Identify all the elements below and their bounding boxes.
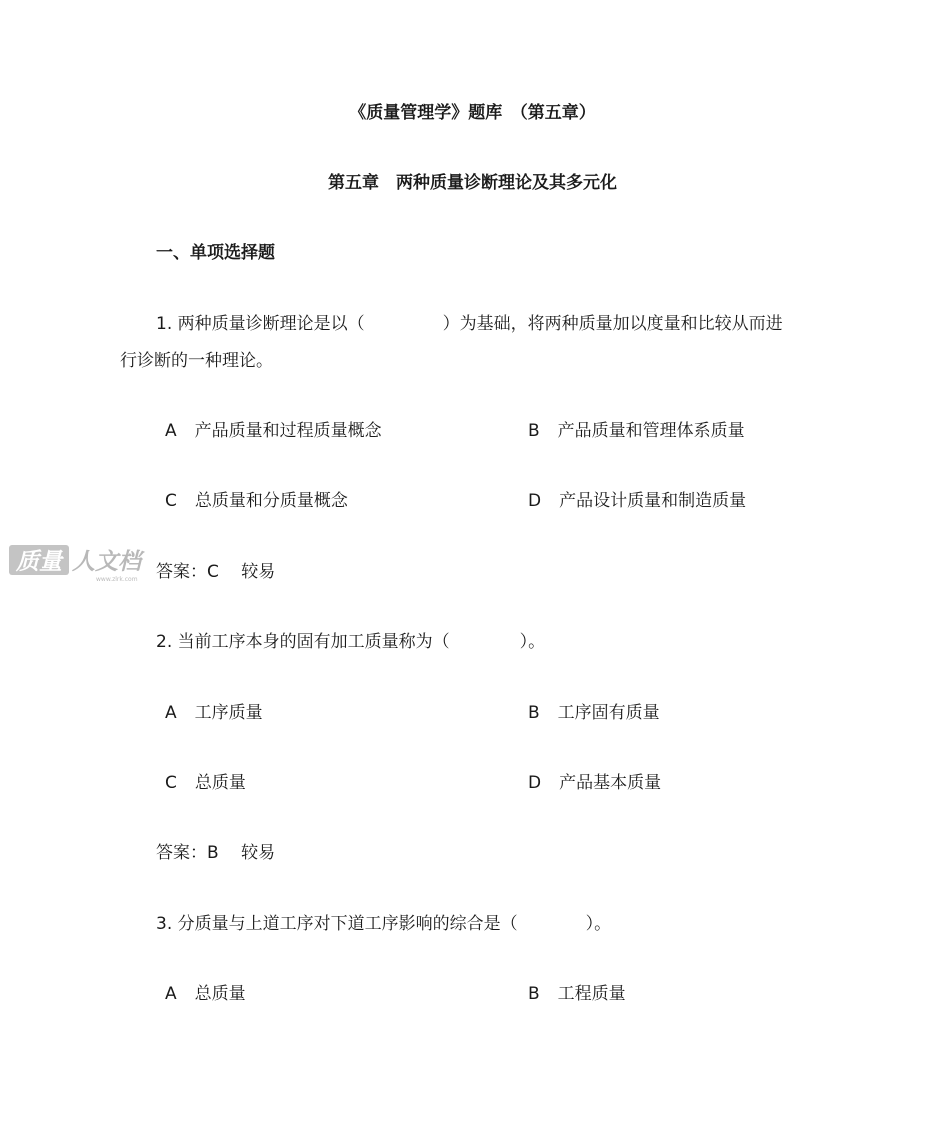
option-text: 产品设计质量和制造质量 bbox=[559, 491, 747, 511]
question-2-option-c bbox=[165, 772, 246, 794]
option-text: 总质量 bbox=[194, 984, 246, 1004]
question-1-text-start: 1. 两种质量诊断理论是以（ bbox=[156, 314, 365, 334]
question-1-option-a bbox=[165, 420, 382, 442]
option-letter: A bbox=[165, 421, 177, 441]
watermark-logo bbox=[8, 543, 148, 583]
question-1-text-end: ）为基础，将两种质量加以度量和比较从而进 bbox=[442, 314, 783, 334]
option-text: 工序固有质量 bbox=[557, 703, 660, 723]
question-1-option-b bbox=[528, 420, 745, 442]
option-letter: B bbox=[528, 703, 540, 723]
option-letter: A bbox=[165, 984, 177, 1004]
watermark-text-left: 质量 bbox=[16, 549, 62, 575]
question-2-option-d bbox=[528, 772, 661, 794]
question-2-option-a bbox=[165, 702, 263, 724]
option-text: 总质量 bbox=[194, 773, 246, 793]
question-1-option-d bbox=[528, 490, 746, 512]
question-1-line-1 bbox=[156, 313, 783, 335]
question-1-option-c bbox=[165, 490, 348, 512]
option-text: 产品质量和过程质量概念 bbox=[194, 421, 382, 441]
question-3-option-b bbox=[528, 983, 626, 1005]
option-text: 工序质量 bbox=[194, 703, 263, 723]
option-letter: C bbox=[165, 773, 177, 793]
question-2-text-start: 2. 当前工序本身的固有加工质量称为（ bbox=[156, 632, 450, 652]
question-1-line-2: 行诊断的一种理论。 bbox=[120, 351, 273, 371]
question-2-text-end: ）。 bbox=[519, 632, 546, 652]
option-letter: D bbox=[528, 773, 542, 793]
option-letter: A bbox=[165, 703, 177, 723]
option-letter: D bbox=[528, 491, 542, 511]
option-text: 工程质量 bbox=[557, 984, 626, 1004]
option-text: 产品基本质量 bbox=[559, 773, 662, 793]
option-letter: B bbox=[528, 984, 540, 1004]
question-3-line-1 bbox=[156, 913, 611, 935]
question-2-option-b bbox=[528, 702, 660, 724]
option-letter: B bbox=[528, 421, 540, 441]
watermark-text-right: 人文档 bbox=[72, 549, 141, 575]
question-3-text-end: ）。 bbox=[585, 914, 612, 934]
option-text: 总质量和分质量概念 bbox=[194, 491, 348, 511]
option-letter: C bbox=[165, 491, 177, 511]
document-title: 《质量管理学》题库 （第五章） bbox=[349, 103, 596, 123]
question-2-line-1 bbox=[156, 631, 545, 653]
question-1-answer: 答案：C 较易 bbox=[156, 562, 276, 582]
section-heading: 一、单项选择题 bbox=[156, 243, 275, 263]
option-text: 产品质量和管理体系质量 bbox=[557, 421, 745, 441]
question-3-option-a bbox=[165, 983, 246, 1005]
chapter-heading: 第五章 两种质量诊断理论及其多元化 bbox=[328, 173, 617, 193]
question-2-answer: 答案：B 较易 bbox=[156, 843, 276, 863]
watermark-url: www.zlrk.com bbox=[96, 576, 138, 583]
question-3-text-start: 3. 分质量与上道工序对下道工序影响的综合是（ bbox=[156, 914, 518, 934]
